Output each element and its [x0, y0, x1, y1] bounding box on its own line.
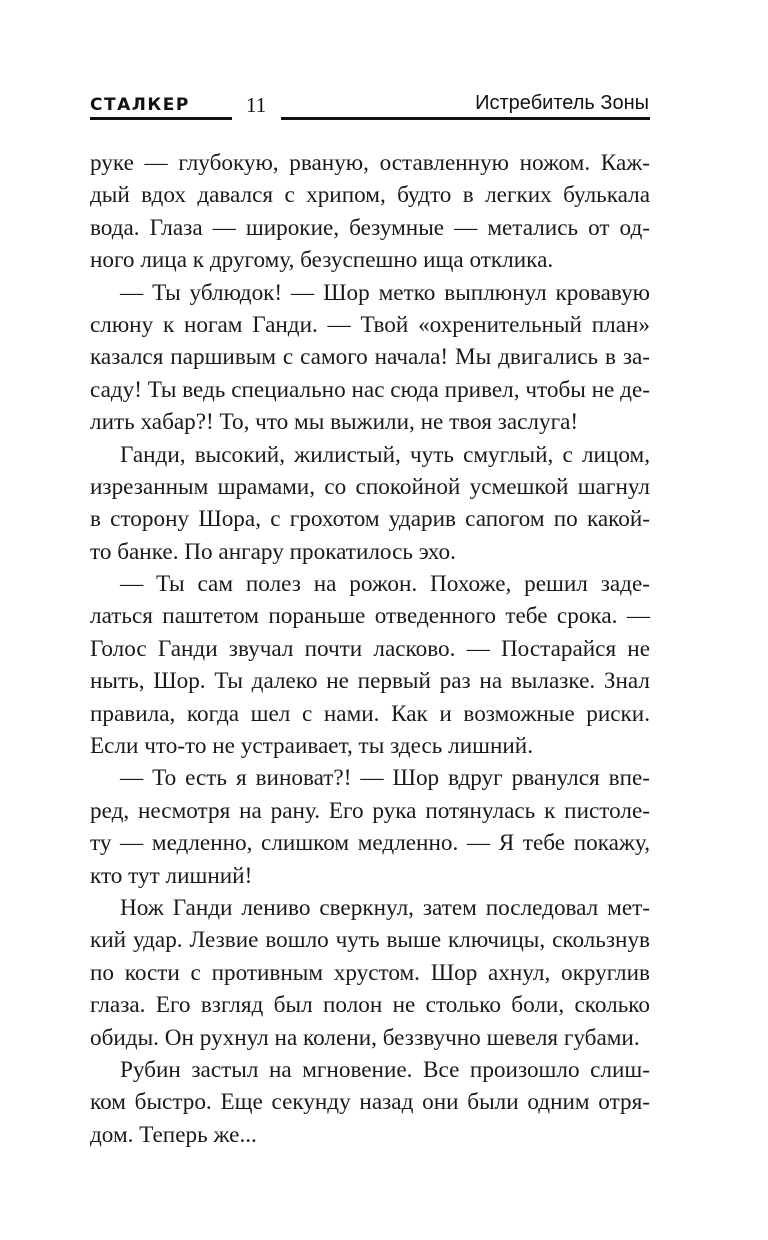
header-rule-right — [281, 117, 650, 120]
text-line: в сторону Шора, с грохотом ударив сапогом по какой- — [90, 506, 650, 533]
text-line: по кости с противным хрустом. Шор ахнул, округлив — [90, 959, 650, 986]
body-text — [90, 147, 650, 1151]
running-header — [0, 0, 768, 130]
text-line: дом. Теперь же... — [90, 1121, 257, 1148]
text-line: слюну к ногам Ганди. — Твой «охренительный план» — [90, 311, 650, 338]
text-line: Ганди, высокий, жилистый, чуть смуглый, с лицом, — [120, 441, 650, 468]
header-rule-left — [90, 117, 232, 120]
text-line: Голос Ганди звучал почти ласково. — Постарайся не — [90, 635, 650, 662]
text-line: латься паштетом пораньше отведенного тебе срока. — — [90, 603, 650, 630]
text-line: лить хабар?! То, что мы выжили, не твоя заслуга! — [90, 409, 579, 436]
text-line: — Ты ублюдок! — Шор метко выплюнул кровавую — [120, 279, 650, 306]
text-line: — То есть я виноват?! — Шор вдруг рванулся впе- — [120, 765, 650, 792]
text-line: изрезанным шрамами, со спокойной усмешкой шагнул — [90, 473, 650, 500]
text-line: глаза. Его взгляд был полон не столько боли, сколько — [90, 992, 650, 1019]
text-line: дый вдох давался с хрипом, будто в легких булькала — [90, 182, 650, 209]
text-line: руке — глубокую, рваную, оставленную ножом. Каж- — [90, 150, 650, 176]
text-line: ныть, Шор. Ты далеко не первый раз на вылазке. Знал — [90, 668, 650, 695]
text-line: Рубин застыл на мгновение. Все произошло слиш- — [120, 1056, 650, 1083]
text-line: ту — медленно, слишком медленно. — Я тебе покажу, — [90, 830, 650, 857]
page-number: 11 — [246, 93, 267, 117]
series-title: СТАЛКЕР — [90, 95, 190, 115]
text-line: обиды. Он рухнул на колени, беззвучно шевеля губами. — [90, 1024, 640, 1051]
text-line: ред, несмотря на рану. Его рука потянулась к пистоле- — [90, 797, 650, 824]
book-title: Истребитель Зоны — [475, 92, 649, 114]
text-line: вода. Глаза — широкие, безумные — метались от од- — [90, 214, 650, 241]
text-line: кий удар. Лезвие вошло чуть выше ключицы, скользнув — [90, 927, 650, 954]
text-line: правила, когда шел с нами. Как и возможные риски. — [90, 700, 650, 727]
text-line: — Ты сам полез на рожон. Похоже, решил заде- — [120, 571, 650, 598]
text-line: саду! Ты ведь специально нас сюда привел, чтобы не де- — [90, 376, 650, 403]
text-line: ком быстро. Еще секунду назад они были одним отря- — [90, 1089, 650, 1116]
text-line: то банке. По ангару прокатилось эхо. — [90, 538, 456, 565]
text-line: Если что-то не устраивает, ты здесь лишний. — [90, 733, 533, 760]
text-line: кто тут лишний! — [90, 862, 253, 889]
text-line: ного лица к другому, безуспешно ища отклика. — [90, 247, 554, 274]
text-line: казался паршивым с самого начала! Мы двигались в за- — [90, 344, 650, 371]
text-line: Нож Ганди лениво сверкнул, затем последовал мет- — [120, 894, 650, 921]
